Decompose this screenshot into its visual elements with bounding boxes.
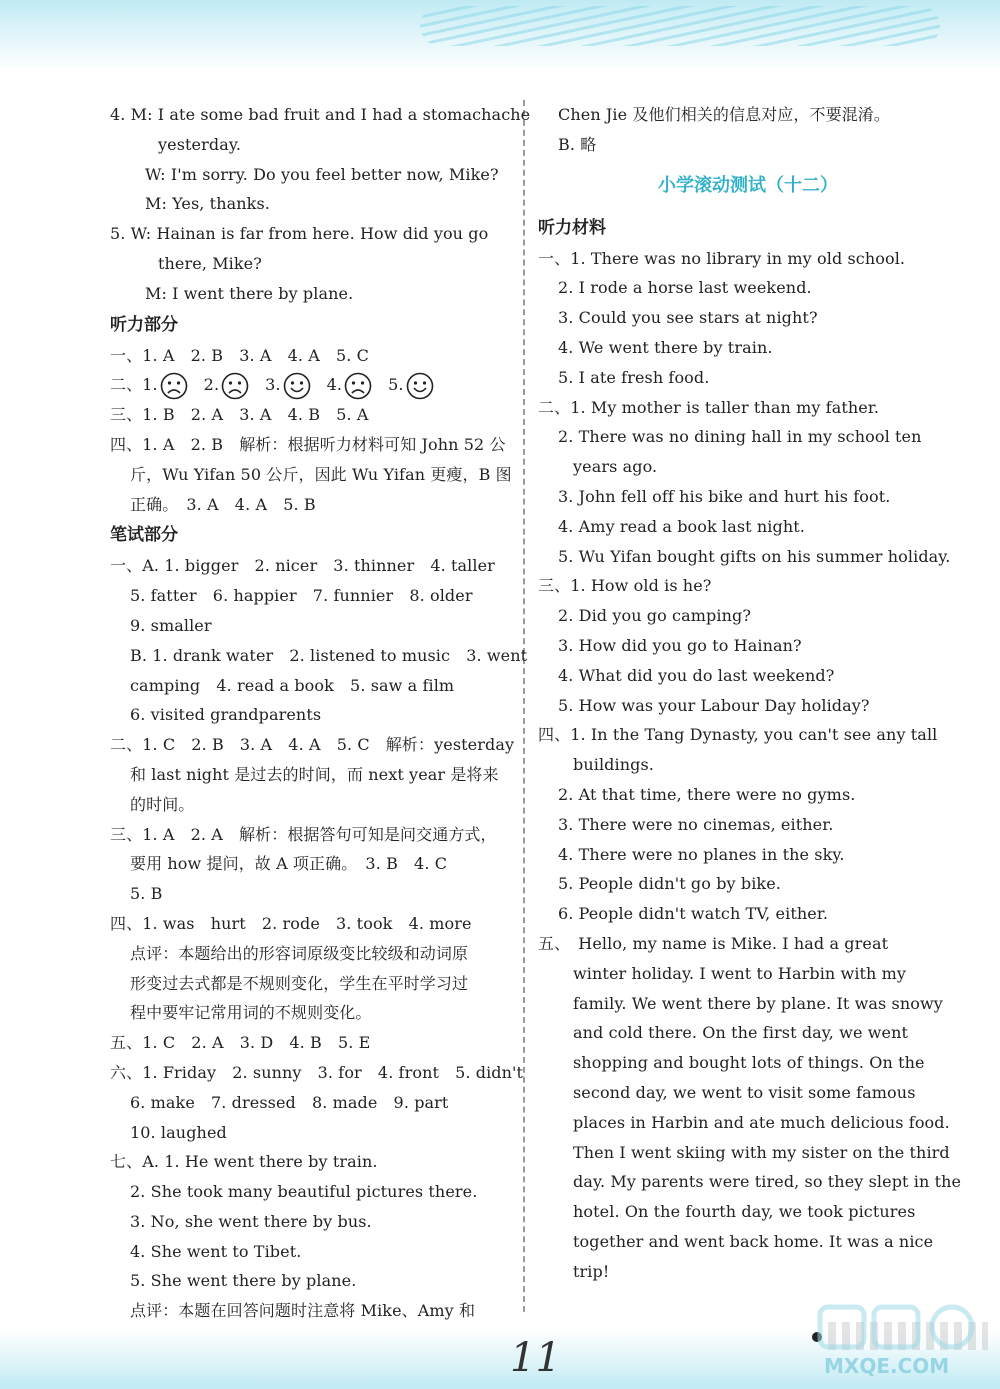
answer-line: 3. No, she went there by bus. (130, 1211, 372, 1231)
answer-line: 六、1. Friday 2. sunny 3. for 4. front 5. didn't (110, 1062, 524, 1082)
sad-face-icon (344, 372, 372, 400)
listening-answer-line: 三、1. B 2. A 3. A 4. B 5. A (110, 405, 369, 425)
material-line: together and went back home. It was a nice (573, 1231, 934, 1251)
material-line: 5. People didn't go by bike. (558, 874, 781, 894)
answer-line: 4. She went to Tibet. (130, 1241, 302, 1261)
material-line: years ago. (573, 457, 658, 477)
answer-line: 6. make 7. dressed 8. made 9. part (130, 1092, 449, 1112)
material-line: places in Harbin and ate much delicious food. (573, 1112, 950, 1132)
material-line: shopping and bought lots of things. On the (573, 1053, 925, 1073)
answer-line: camping 4. read a book 5. saw a film (130, 675, 455, 695)
answer-line: 点评：本题在回答问题时注意将 Mike、Amy 和 (130, 1301, 476, 1321)
right-column (538, 100, 962, 1286)
material-line: 2. There was no dining hall in my school ten (558, 427, 922, 447)
answer-line: 五、1. C 2. A 3. D 4. B 5. E (110, 1033, 371, 1053)
face-label: 2. (203, 375, 220, 395)
material-line: 4. There were no planes in the sky. (558, 844, 845, 864)
material-line: 2. I rode a horse last weekend. (558, 278, 812, 298)
material-line: 3. Could you see stars at night? (558, 308, 818, 328)
continued-note (538, 100, 958, 160)
listening-part4 (110, 430, 512, 519)
material-line: 3. There were no cinemas, either. (558, 814, 834, 834)
note-line: B. 略 (558, 134, 597, 154)
face-label: 1. (142, 375, 158, 395)
top-decorative-band (0, 0, 1000, 70)
written-answers (110, 551, 528, 1326)
material-line: 五、 Hello, my name is Mike. I had a great (538, 933, 889, 953)
listening-section-heading: 听力部分 (110, 314, 178, 335)
dialogue-line: 4. M: I ate some bad fruit and I had a stomachache (110, 105, 531, 124)
answer-line: 程中要牢记常用词的不规则变化。 (130, 1003, 372, 1023)
answer-line: 一、A. 1. bigger 2. nicer 3. thinner 4. taller (110, 556, 495, 576)
page-number: 11 (510, 1335, 561, 1381)
face-label: 4. (326, 375, 343, 395)
dialogue-line: M: Yes, thanks. (145, 194, 270, 214)
material-line: 三、1. How old is he? (538, 576, 712, 596)
listening-answer-line: 斤，Wu Yifan 50 公斤，因此 Wu Yifan 更瘦，B 图 (130, 464, 512, 484)
listening-answer-line: 正确。 3. A 4. A 5. B (130, 494, 316, 514)
answer-line: 要用 how 提问，故 A 项正确。 3. B 4. C (130, 854, 448, 874)
listening-answer-line: 四、1. A 2. B 解析：根据听力材料可知 John 52 公 (110, 434, 506, 454)
material-line: 5. I ate fresh food. (558, 367, 710, 387)
material-line: day. My parents were tired, so they slept in the (573, 1172, 962, 1192)
listening-material (538, 244, 962, 1287)
test-title: 小学滚动测试（十二） (658, 174, 838, 196)
answer-line: 二、1. C 2. B 3. A 4. A 5. C 解析：yesterday (110, 735, 515, 755)
material-line: buildings. (573, 755, 654, 775)
answer-line: 5. She went there by plane. (130, 1271, 357, 1291)
answer-line: 点评：本题给出的形容词原级变比较级和动词原 (130, 943, 469, 963)
answer-line: 9. smaller (130, 615, 212, 635)
sad-face-icon (221, 372, 249, 400)
material-line: 4. Amy read a book last night. (558, 516, 805, 536)
sad-face-icon (160, 372, 188, 400)
material-line: family. We went there by plane. It was snowy (573, 993, 943, 1013)
happy-face-icon (406, 372, 434, 400)
watermark-text: MXQE.COM (824, 1354, 950, 1378)
dialogue-line: yesterday. (158, 134, 242, 154)
answer-line: 和 last night 是过去的时间，而 next year 是将来 (130, 764, 499, 784)
dialogue-line: M: I went there by plane. (145, 283, 354, 303)
column-divider (523, 100, 525, 1312)
answer-line: 2. She took many beautiful pictures there. (130, 1182, 478, 1202)
material-line: 四、1. In the Tang Dynasty, you can't see any tall (538, 725, 938, 745)
faces-row (142, 375, 449, 394)
material-line: 2. Did you go camping? (558, 606, 752, 626)
written-section-heading: 笔试部分 (110, 525, 178, 546)
material-line: second day, we went to visit some famous (573, 1082, 916, 1102)
left-column (110, 100, 531, 1326)
listening-answer-line: 一、1. A 2. B 3. A 4. A 5. C (110, 345, 370, 365)
faces-answer-line (110, 370, 512, 400)
material-line: hotel. On the fourth day, we took pictures (573, 1202, 916, 1222)
answer-line: 形变过去式都是不规则变化，学生在平时学习过 (130, 973, 469, 993)
material-line: 3. John fell off his bike and hurt his foot. (558, 486, 891, 506)
face-label: 5. (388, 375, 404, 395)
answer-line: 10. laughed (130, 1122, 227, 1142)
material-line: 4. What did you do last weekend? (558, 665, 835, 685)
note-line: Chen Jie 及他们相关的信息对应，不要混淆。 (558, 105, 890, 124)
material-line: 4. We went there by train. (558, 337, 773, 357)
answer-line: 四、1. was hurt 2. rode 3. took 4. more (110, 913, 472, 933)
material-line: 一、1. There was no library in my old school. (538, 248, 906, 268)
material-line: trip! (573, 1261, 610, 1281)
answer-line: 的时间。 (130, 794, 195, 814)
answer-line: 七、A. 1. He went there by train. (110, 1152, 378, 1172)
answer-line: 6. visited grandparents (130, 705, 322, 725)
happy-face-icon (283, 372, 311, 400)
material-heading: 听力材料 (538, 217, 606, 238)
material-line: 6. People didn't watch TV, either. (558, 904, 829, 924)
material-line: 2. At that time, there were no gyms. (558, 784, 856, 804)
material-line: and cold there. On the first day, we went (573, 1023, 909, 1043)
answer-line: 三、1. A 2. A 解析：根据答句可知是问交通方式， (110, 824, 497, 844)
material-line: 二、1. My mother is taller than my father. (538, 397, 880, 417)
material-line: winter holiday. I went to Harbin with my (573, 963, 907, 983)
material-line: 5. How was your Labour Day holiday? (558, 695, 870, 715)
watermark-logo (812, 1301, 992, 1381)
dialogue-line: W: I'm sorry. Do you feel better now, Mike? (145, 164, 499, 184)
part-label: 二、 (110, 375, 143, 395)
dialogue-line: 5. W: Hainan is far from here. How did you go (110, 224, 489, 244)
dialogue-line: there, Mike? (158, 253, 262, 273)
dialogue-block (110, 100, 531, 309)
answer-line: 5. B (130, 884, 163, 904)
material-line: Then I went skiing with my sister on the third (573, 1142, 950, 1162)
answer-line: 5. fatter 6. happier 7. funnier 8. older (130, 586, 473, 606)
material-line: 5. Wu Yifan bought gifts on his summer holiday. (558, 546, 951, 566)
answer-line: B. 1. drank water 2. listened to music 3. went (130, 645, 528, 665)
face-label: 3. (265, 375, 281, 395)
material-line: 3. How did you go to Hainan? (558, 635, 802, 655)
